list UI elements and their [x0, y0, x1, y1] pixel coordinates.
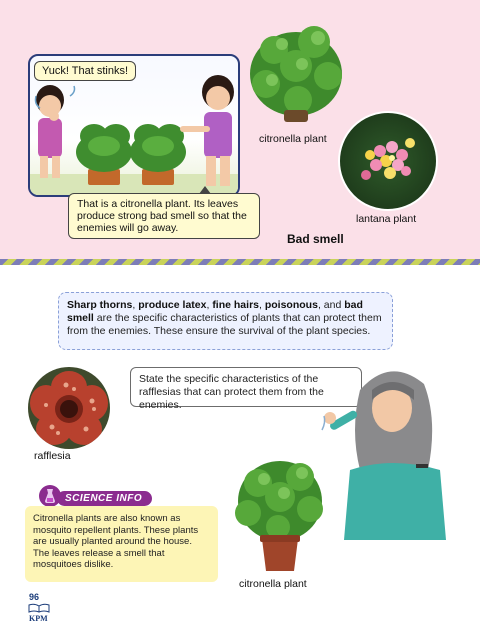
page-number: 96	[29, 592, 40, 602]
divider-stripe	[0, 259, 480, 265]
separator-1: ,	[132, 299, 139, 311]
lantana-label: lantana plant	[356, 213, 417, 225]
speech-bubble-tail	[199, 186, 211, 194]
term-produce-latex: produce latex	[138, 299, 207, 311]
lantana-plant-image	[338, 111, 438, 211]
separator-2: ,	[206, 299, 213, 311]
citronella-label-bottom: citronella plant	[239, 578, 307, 590]
lantana-flowers	[340, 113, 438, 211]
separator-4: , and	[317, 299, 345, 311]
science-info-badge: SCIENCE INFO	[57, 491, 152, 506]
bad-smell-heading: Bad smell	[287, 232, 344, 246]
term-poisonous: poisonous	[264, 299, 318, 311]
speech-bubble-explanation	[68, 193, 260, 239]
citronella-plant-image-bottom	[230, 455, 330, 575]
open-book-icon	[28, 603, 50, 613]
teacher-illustration	[320, 360, 466, 540]
publisher-mark: KPM	[29, 614, 48, 623]
summary-rest: are the specific characteristics of plants that can protect them from the enemies. These ensure the survival of the plant species.	[67, 312, 382, 337]
citronella-plant-image-top	[244, 14, 348, 126]
rafflesia-image	[28, 367, 110, 449]
rafflesia-flower	[28, 367, 110, 449]
rafflesia-label: rafflesia	[34, 450, 71, 462]
term-bad-smell: bad smell	[67, 299, 363, 324]
term-sharp-thorns: Sharp thorns	[67, 299, 133, 311]
speech-bubble-yuck: Yuck! That stinks!	[34, 61, 136, 81]
speech-bubble-text: That is a citronella plant. Its leaves produce strong bad smell so that the enemies will go away.	[77, 198, 247, 234]
term-fine-hairs: fine hairs	[212, 299, 259, 311]
question-bubble: State the specific characteristics of the rafflesias that can protect them from the enemies.	[130, 367, 362, 407]
citronella-label-top: citronella plant	[259, 133, 327, 145]
characteristics-summary-box	[58, 292, 393, 350]
separator-3: ,	[259, 299, 265, 311]
science-info-box: Citronella plants are also known as mosquito repellent plants. These plants are usually planted around the house. The leaves release a smell that mosquitoes dislike.	[25, 506, 218, 582]
